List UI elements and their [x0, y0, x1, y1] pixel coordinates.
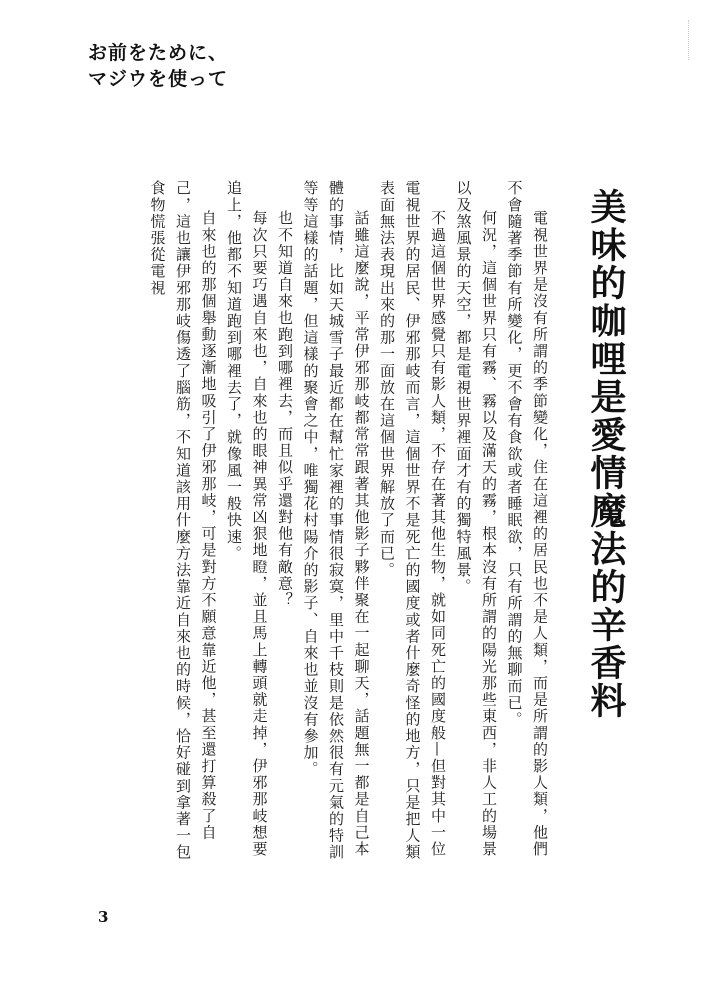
page-number: 3 — [98, 908, 109, 926]
running-head-line-1: お前をために、 — [88, 42, 229, 64]
paragraph-3: 不過這個世界感覺只有影人類，不存在著其他生物，就如同死亡的國度般—但對其中一位電視世界的居民、伊邪那岐而言，這個世界不是死亡的國度或者什麼奇怪的地方，只是把人類表面無法表現出來的那一面放在這個世界解放了而已。 — [378, 180, 447, 861]
running-head — [88, 40, 288, 92]
paragraph-7: 自來也的那個舉動逐漸地吸引了伊邪那岐，可是對方不願意靠近他，甚至還打算殺了自己，這也讓伊邪那岐傷透了腦筋，不知道該用什麼方法靠近自來也的時候，恰好碰到拿著一包食物慌張從電視 — [148, 180, 218, 861]
running-head-line-2: マジウを使って — [88, 68, 229, 90]
paragraph-1: 電視世界是沒有所謂的季節變化，住在這裡的居民也不是人類，而是所謂的影人類，他們不會隨著季節有所變化，更不會有食欲或者睡眠欲，只有所謂的無聊而已。 — [505, 180, 549, 858]
chapter-title: 美味的咖哩是愛情魔法的辛香料 — [585, 188, 627, 720]
paragraph-5: 也不知道自來也跑到哪裡去，而且似乎還對他有敵意？ — [276, 210, 294, 609]
paragraph-6: 每次只要巧遇自來也，自來也的眼神異常凶狠地瞪，並且馬上轉頭就走掉，伊邪那岐想要追上，他都不知道跑到哪裡去了，就像風一般快速。 — [225, 180, 269, 858]
page-edge-mark — [688, 20, 691, 60]
body-text — [82, 180, 552, 870]
paragraph-2: 何況，這個世界只有霧、霧以及滿天的霧，根本沒有所謂的陽光那些東西，非人工的場景以及煞風景的天空，都是電視世界裡面才有的獨特風景。 — [454, 180, 498, 858]
paragraph-4: 話雖這麼說，平常伊邪那岐都常常跟著其他影子夥伴聚在一起聊天，話題無一都是自己本體的事情，比如天城雪子最近都在幫忙家裡的事情很寂寞，里中千枝則是依然很有元氣的特訓等等這樣的話題，但這樣的聚會之中，唯獨花村陽介的影子、自來也並沒有參加。 — [301, 180, 371, 861]
